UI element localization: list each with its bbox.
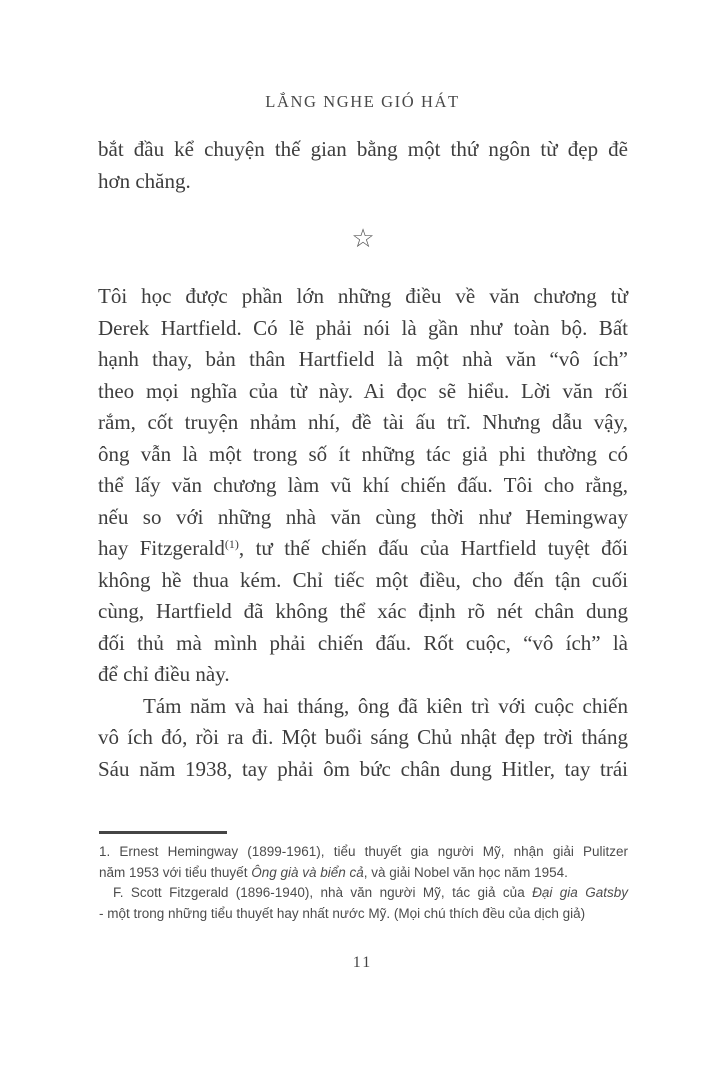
paragraph-eight-years [98,691,628,786]
text-line-with-footnote-marker [98,533,628,565]
text-line: hạnh thay, bản thân Hartfield là một nhà văn “vô ích” [98,347,628,371]
footnote-line [99,883,628,904]
page-number: 11 [352,954,373,971]
text-line: nếu so với những nhà văn cùng thời như Hemingway [98,504,628,529]
text-line: Derek Hartfield. Có lẽ phải nói là gần như toàn bộ. Bất [98,315,628,340]
text-segment: năm 1953 với tiểu thuyết [99,864,252,880]
book-title-italic: Ông già và biển cả [251,864,364,880]
text-segment: , và giải Nobel văn học năm 1954. [363,864,568,880]
text-line: theo mọi nghĩa của từ này. Ai đọc sẽ hiểu. Lời văn rối [98,378,628,403]
text-line: Sáu năm 1938, tay phải ôm bức chân dung Hitler, tay trái [98,756,628,781]
footnote-line: - một trong những tiểu thuyết hay nhất nước Mỹ. (Mọi chú thích đều của dịch giả) [99,905,586,921]
text-line: vô ích đó, rồi ra đi. Một buổi sáng Chủ nhật đẹp trời tháng [98,725,628,749]
text-segment: F. Scott Fitzgerald (1896-1940), nhà văn người Mỹ, tác giả của [113,885,533,900]
text-line: bắt đầu kể chuyện thế gian bằng một thứ ngôn từ đẹp đẽ [98,137,628,161]
text-line: cùng, Hartfield đã không thể xác định rõ nét chân dung [98,599,628,623]
text-segment: hay Fitzgerald [98,536,225,560]
text-line: Tám năm và hai tháng, ông đã kiên trì với cuộc chiến [143,693,628,718]
footnote-block [99,831,628,924]
footnote-line [99,863,628,884]
text-line: hơn chăng. [98,168,191,193]
body-text [98,134,628,785]
footnote-separator-rule [99,831,227,834]
text-line: đối thủ mà mình phải chiến đấu. Rốt cuộc, “vô ích” là [98,630,628,655]
text-line: ông vẫn là một trong số ít những tác giả phi thường có [98,441,628,466]
text-line: Tôi học được phần lớn những điều về văn chương từ [98,284,628,308]
text-line: rắm, cốt truyện nhảm nhí, đề tài ấu trĩ. Nhưng dẫu vậy, [98,410,628,434]
text-line: thể lấy văn chương làm vũ khí chiến đấu. Tôi cho rằng, [98,473,628,497]
running-header: LẮNG NGHE GIÓ HÁT [265,92,460,111]
section-break-star-icon: ☆ [351,224,375,254]
footnote-line: 1. Ernest Hemingway (1899-1961), tiểu thuyết gia người Mỹ, nhận giải Pulitzer [99,844,628,859]
paragraph-hartfield [98,281,628,691]
book-title-italic: Đại gia Gatsby [532,885,628,900]
text-line: không hề thua kém. Chỉ tiếc một điều, cho đến tận cuối [98,567,628,592]
footnote-marker: (1) [224,537,239,551]
text-line: để chỉ điều này. [98,662,230,686]
paragraph-continued [98,134,628,197]
text-segment: , tư thế chiến đấu của Hartfield tuyệt đối [238,536,628,560]
